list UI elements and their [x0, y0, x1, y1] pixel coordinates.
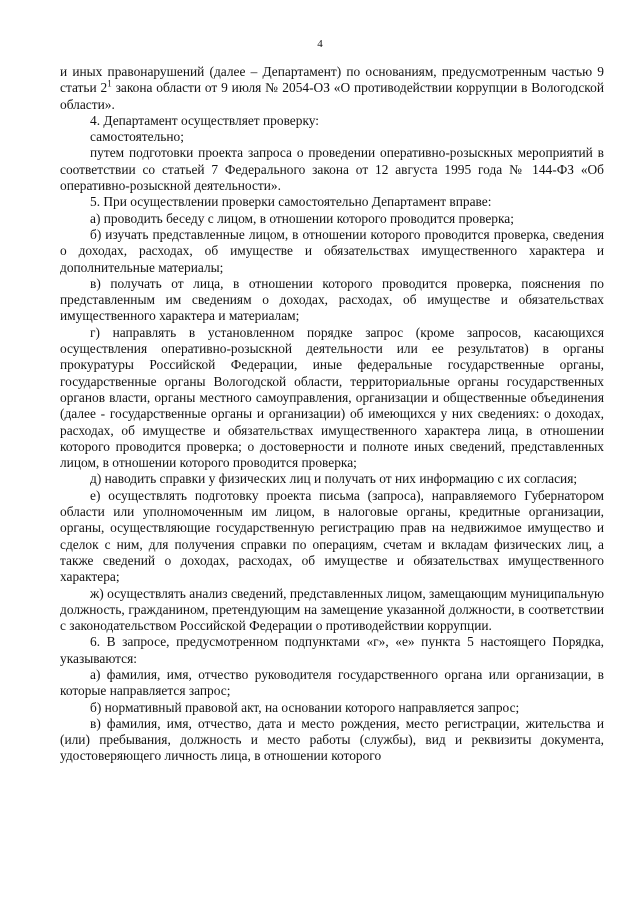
paragraph-subitem-e: е) осуществлять подготовку проекта письма (запроса), направляемого Губернатором области или уполномоченным им лицом, в налоговые органы, кредитные организации, органы, осуществляющие государственную регистрацию прав на недвижимое имущество и сделок с ним, для получения справки по операциям, счетам и вкладам физических лиц, а также сведений о доходах, расходах, об имуществе и обязательствах имущественного характера;: [60, 487, 604, 585]
paragraph-6-subitem-v: в) фамилия, имя, отчество, дата и место рождения, место регистрации, жительства и (или) пребывания, должность и место работы (службы), вид и реквизиты документа, удостоверяющего личность лица, в отношении которого: [60, 715, 604, 764]
paragraph-item-6: 6. В запросе, предусмотренном подпунктами «г», «е» пункта 5 настоящего Порядка, указываются:: [60, 634, 604, 666]
article-superscript: 1: [107, 78, 112, 89]
paragraph-independent: самостоятельно;: [90, 129, 184, 145]
paragraph-subitem-a: а) проводить беседу с лицом, в отношении которого проводится проверка;: [90, 210, 514, 226]
paragraph-text-tail: закона области от 9 июля № 2054-ОЗ «О противодействии коррупции в Вологодской области».: [60, 80, 604, 112]
paragraph-6-subitem-b: б) нормативный правовой акт, на основании которого направляется запрос;: [90, 699, 520, 715]
paragraph-subitem-zh: ж) осуществлять анализ сведений, представленных лицом, замещающим муниципальную должность, гражданином, претендующим на замещение указанной должности, в соответствии с законодательством Российской Федерации о противодействии коррупции.: [60, 585, 604, 634]
paragraph-continuation: [60, 64, 604, 113]
paragraph-subitem-b: б) изучать представленные лицом, в отношении которого проводится проверка, сведения о доходах, расходах, об имуществе и обязательствах имущественного характера и дополнительные материалы;: [60, 226, 604, 275]
paragraph-item-4: 4. Департамент осуществляет проверку:: [90, 112, 320, 128]
paragraph-item-5: 5. При осуществлении проверки самостоятельно Департамент вправе:: [90, 194, 492, 210]
paragraph-subitem-d: д) наводить справки у физических лиц и получать от них информацию с их согласия;: [90, 471, 578, 487]
paragraph-text: и иных правонарушений (далее – Департамент) по основаниям, предусмотренным частью 9 статьи 2: [60, 64, 604, 96]
paragraph-subitem-g: г) направлять в установленном порядке запрос (кроме запросов, касающихся осуществления оперативно-розыскной деятельности или ее результатов) в органы прокуратуры Российской Федерации, иные федеральные государственные органы, государственные органы Вологодской области, территориальные органы государственных органов власти, органы местного самоуправления, организации и общественные объединения (далее - государственные органы и организации) об имеющихся у них сведениях: о доходах, расходах, об имуществе и обязательствах имущественного характера лица, в отношении которого проводится проверка; о достоверности и полноте иных сведений, представленных лицом, в отношении которого проводится проверка;: [60, 324, 604, 471]
paragraph-request-method: путем подготовки проекта запроса о проведении оперативно-розыскных мероприятий в соответствии со статьей 7 Федерального закона от 12 августа 1995 года № 144-ФЗ «Об оперативно-розыскной деятельности».: [60, 145, 604, 194]
document-body: [60, 64, 604, 765]
page-number: 4: [317, 38, 323, 50]
paragraph-6-subitem-a: а) фамилия, имя, отчество руководителя государственного органа или организации, в которые направляется запрос;: [60, 666, 604, 699]
paragraph-subitem-v: в) получать от лица, в отношении которого проводится проверка, пояснения по представленным им сведениям о доходах, расходах, об имуществе и обязательствах имущественного характера и материалам;: [60, 275, 604, 324]
